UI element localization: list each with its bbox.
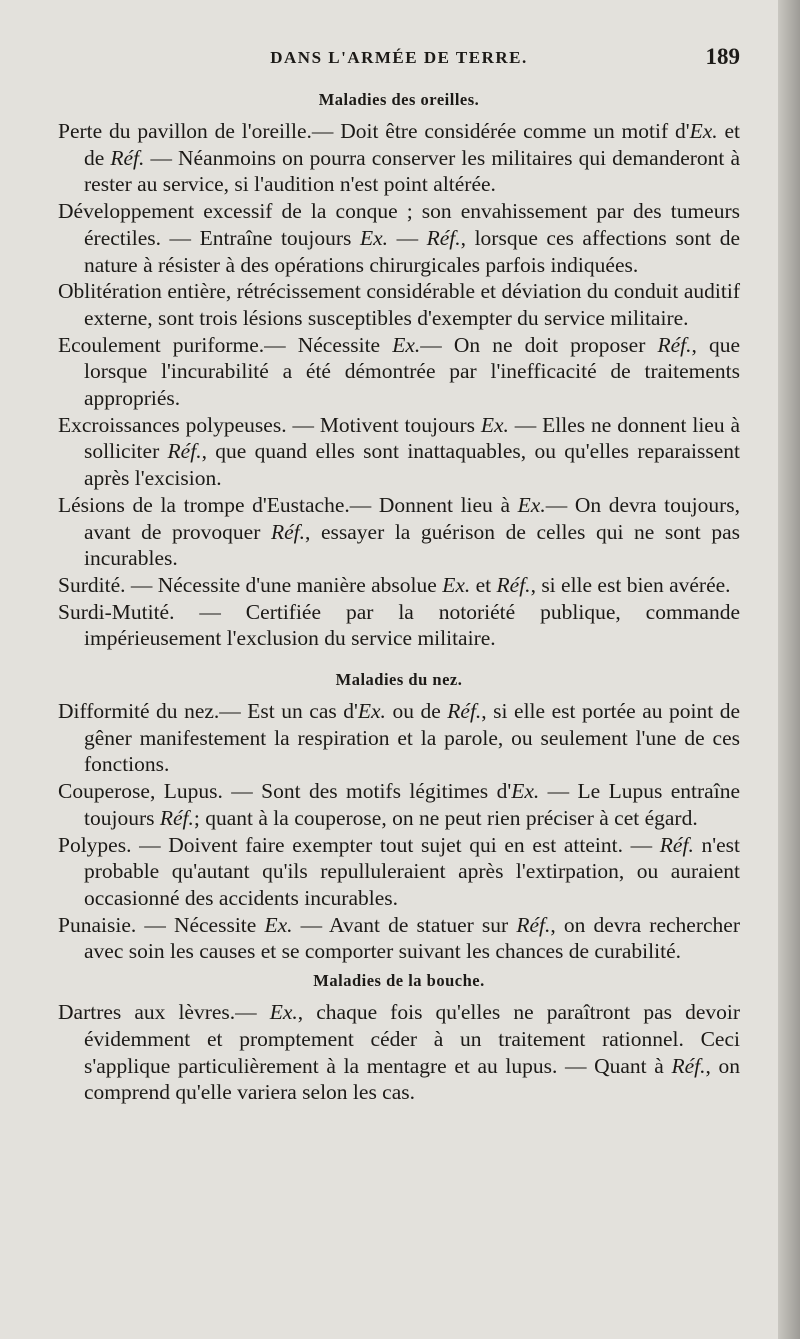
- entry-polypes: Polypes. — Doivent faire exempter tout sujet qui en est atteint. — Réf. n'est probable qu'autant qu'ils repulluleraient après l'extirpation, ou auraient occasionné des accidents incurables.: [58, 832, 740, 910]
- page-header: [58, 44, 740, 84]
- section-title: Maladies du nez.: [335, 670, 463, 690]
- entry-difformite-nez: Difformité du nez.— Est un cas d'Ex. ou de Réf., si elle est portée au point de gêner manifestement la respiration et la parole, ou seulement l'une de ces fonctions.: [58, 699, 740, 777]
- section-oreilles: [58, 90, 740, 652]
- entry-developpement-conque: Développement excessif de la conque ; son envahissement par des tumeurs érectiles. — Entraîne toujours Ex. — Réf., lorsque ces affections sont de nature à résister à des opérations chirurgicales parfois indiquées.: [58, 199, 740, 277]
- entry-surdite: Surdité. — Nécessite d'une manière absolue Ex. et Réf., si elle est bien avérée.: [58, 572, 731, 597]
- page-number: 189: [705, 44, 740, 69]
- entry-dartres-levres: Dartres aux lèvres.— Ex., chaque fois qu'elles ne paraîtront pas devoir évidemment et promptement céder à un traitement rationnel. Ceci s'applique particulièrement à la mentagre et au lupus. — Quant à Réf., on comprend qu'elle variera selon les cas.: [58, 1000, 740, 1105]
- entry-punaisie: Punaisie. — Nécessite Ex. — Avant de statuer sur Réf., on devra rechercher avec soin les causes et se comporter suivant les chances de curabilité.: [58, 912, 740, 964]
- page-edge-shadow: [778, 0, 800, 1339]
- entry-obliteration: Oblitération entière, rétrécissement considérable et déviation du conduit auditif externe, sont trois lésions susceptibles d'exempter du service militaire.: [58, 279, 740, 330]
- section-nez: [58, 670, 740, 965]
- entry-excroissances: Excroissances polypeuses. — Motivent toujours Ex. — Elles ne donnent lieu à solliciter Réf., que quand elles sont inattaquables, ou qu'elles reparaissent après l'excision.: [58, 412, 741, 491]
- entry-ecoulement: Ecoulement puriforme.— Nécessite Ex.— On ne doit proposer Réf., que lorsque l'incurabilité a été démontrée par l'inefficacité de traitements appropriés.: [58, 332, 741, 411]
- running-head: DANS L'ARMÉE DE TERRE.: [270, 48, 528, 67]
- entry-couperose-lupus: Couperose, Lupus. — Sont des motifs légitimes d'Ex. — Le Lupus entraîne toujours Réf.; quant à la couperose, on ne peut rien préciser à cet égard.: [58, 779, 740, 830]
- entry-surdi-mutite: Surdi-Mutité. — Certifiée par la notoriété publique, commande impérieusement l'exclusion du service militaire.: [58, 599, 740, 651]
- section-title: Maladies des oreilles.: [318, 90, 480, 109]
- section-bouche: [58, 971, 740, 1106]
- section-title: Maladies de la bouche.: [313, 971, 485, 991]
- entry-lesions-trompe: Lésions de la trompe d'Eustache.— Donnent lieu à Ex.— On devra toujours, avant de provoquer Réf., essayer la guérison de celles qui ne sont pas incurables.: [58, 492, 740, 571]
- entry-perte-pavillon: Perte du pavillon de l'oreille.— Doit être considérée comme un motif d'Ex. et de Réf. — Néanmoins on pourra conserver les militaires qui demanderont à rester au service, si l'audition n'est point altérée.: [58, 119, 740, 197]
